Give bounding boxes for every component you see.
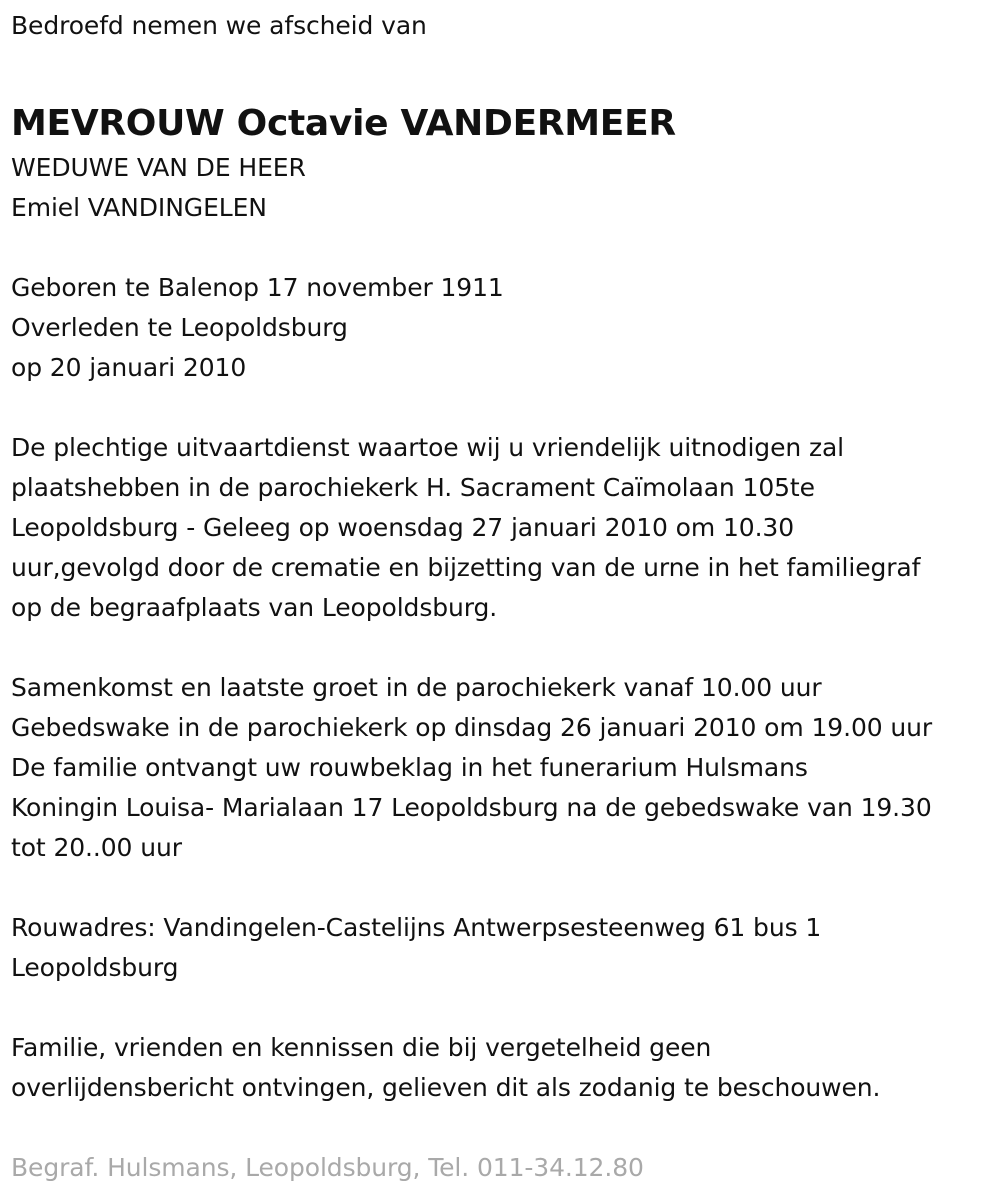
death-date-line: op 20 januari 2010 <box>11 353 247 382</box>
death-place-line: Overleden te Leopoldsburg <box>11 313 348 342</box>
section-gap <box>11 1108 996 1148</box>
section-gap <box>11 988 996 1028</box>
funeral-service-section <box>11 428 996 628</box>
section-gap <box>11 628 996 668</box>
spouse-line-title: WEDUWE VAN DE HEER <box>11 153 306 182</box>
service-line: plaatshebben in de parochiekerk H. Sacrament Caïmolaan 105te <box>11 473 815 502</box>
gathering-section <box>11 668 996 868</box>
deceased-name: MEVROUW Octavie VANDERMEER <box>11 103 676 144</box>
spouse-section <box>11 148 996 228</box>
gathering-line: De familie ontvangt uw rouwbeklag in het funerarium Hulsmans <box>11 753 808 782</box>
gathering-line: Gebedswake in de parochiekerk op dinsdag 26 januari 2010 om 19.00 uur <box>11 713 933 742</box>
service-line: uur,gevolgd door de crematie en bijzetting van de urne in het familiegraf <box>11 553 921 582</box>
birth-line: Geboren te Balenop 17 november 1911 <box>11 273 504 302</box>
section-gap <box>11 868 996 908</box>
section-gap <box>11 388 996 428</box>
life-dates-section <box>11 268 996 388</box>
notice-line: overlijdensbericht ontvingen, gelieven dit als zodanig te beschouwen. <box>11 1073 881 1102</box>
service-line: op de begraafplaats van Leopoldsburg. <box>11 593 498 622</box>
intro-line: Bedroefd nemen we afscheid van <box>11 11 427 40</box>
address-line: Leopoldsburg <box>11 953 179 982</box>
service-line: Leopoldsburg - Geleeg op woensdag 27 januari 2010 om 10.30 <box>11 513 795 542</box>
service-line: De plechtige uitvaartdienst waartoe wij u vriendelijk uitnodigen zal <box>11 433 845 462</box>
gathering-line: Koningin Louisa- Marialaan 17 Leopoldsburg na de gebedswake van 19.30 <box>11 793 932 822</box>
section-gap <box>11 228 996 268</box>
notice-line: Familie, vrienden en kennissen die bij vergetelheid geen <box>11 1033 712 1062</box>
notice-section <box>11 1028 996 1108</box>
gathering-line: tot 20..00 uur <box>11 833 182 862</box>
gathering-line: Samenkomst en laatste groet in de parochiekerk vanaf 10.00 uur <box>11 673 822 702</box>
address-line: Rouwadres: Vandingelen-Castelijns Antwerpsesteenweg 61 bus 1 <box>11 913 822 942</box>
mourning-address-section <box>11 908 996 988</box>
obituary-notice <box>11 6 996 1188</box>
funeral-home-footer: Begraf. Hulsmans, Leopoldsburg, Tel. 011-34.12.80 <box>11 1153 644 1182</box>
spouse-line-name: Emiel VANDINGELEN <box>11 193 267 222</box>
